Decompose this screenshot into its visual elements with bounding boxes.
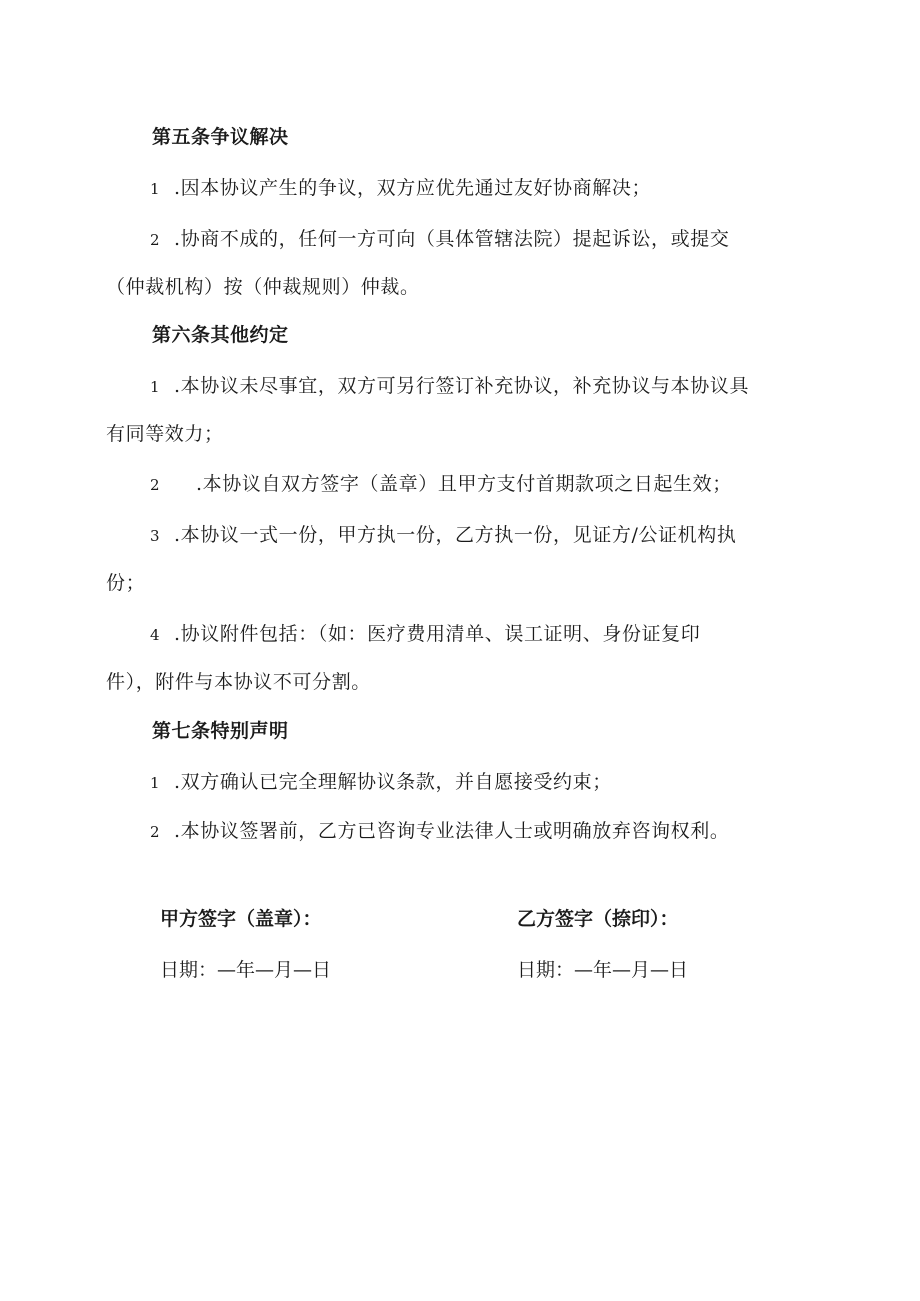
article5-item1 <box>150 175 651 202</box>
article5-heading: 第五条争议解决 <box>152 126 289 148</box>
party-b-signature-label: 乙方签字（捺印）： <box>517 908 679 930</box>
item-number: 2 <box>150 476 160 494</box>
item-text: .本协议自双方签字（盖章）且甲方支付首期款项之日起生效； <box>196 473 732 495</box>
article6-heading: 第六条其他约定 <box>152 324 289 346</box>
item-number: 2 <box>150 231 160 249</box>
item-number: 1 <box>150 774 160 792</box>
item-number: 2 <box>150 823 160 841</box>
article6-item4-continuation: 件），附件与本协议不可分割。 <box>106 671 371 693</box>
party-a-signature-label: 甲方签字（盖章）： <box>160 908 322 930</box>
party-a-date: 日期：—年—月—日 <box>160 959 332 981</box>
article6-item1-continuation: 有同等效力； <box>106 423 224 445</box>
article6-item4 <box>150 621 700 648</box>
article6-item3-continuation: 份； <box>106 572 146 594</box>
article5-item2 <box>150 226 729 253</box>
item-text: .因本协议产生的争议，双方应优先通过友好协商解决； <box>174 177 652 199</box>
item-number: 3 <box>150 527 160 545</box>
article7-item2 <box>150 818 729 845</box>
item-number: 4 <box>150 626 160 644</box>
item-text: .本协议一式一份，甲方执一份，乙方执一份，见证方/公证机构执 <box>174 524 737 546</box>
item-number: 1 <box>150 378 160 396</box>
article6-item2 <box>150 471 732 498</box>
article5-item2-continuation: （仲裁机构）按（仲裁规则）仲裁。 <box>106 276 420 298</box>
item-text: .本协议签署前，乙方已咨询专业法律人士或明确放弃咨询权利。 <box>174 820 730 842</box>
item-text: .本协议未尽事宜，双方可另行签订补充协议，补充协议与本协议具 <box>174 375 750 397</box>
item-text: .双方确认已完全理解协议条款，并自愿接受约束； <box>174 771 612 793</box>
item-text: .协商不成的，任何一方可向（具体管辖法院）提起诉讼，或提交 <box>174 228 730 250</box>
article7-heading: 第七条特别声明 <box>152 720 289 742</box>
article6-item3 <box>150 522 736 549</box>
article7-item1 <box>150 769 612 796</box>
article6-item1 <box>150 373 749 400</box>
item-text: .协议附件包括：（如：医疗费用清单、误工证明、身份证复印 <box>174 623 701 645</box>
party-b-date: 日期：—年—月—日 <box>517 959 689 981</box>
item-number: 1 <box>150 180 160 198</box>
